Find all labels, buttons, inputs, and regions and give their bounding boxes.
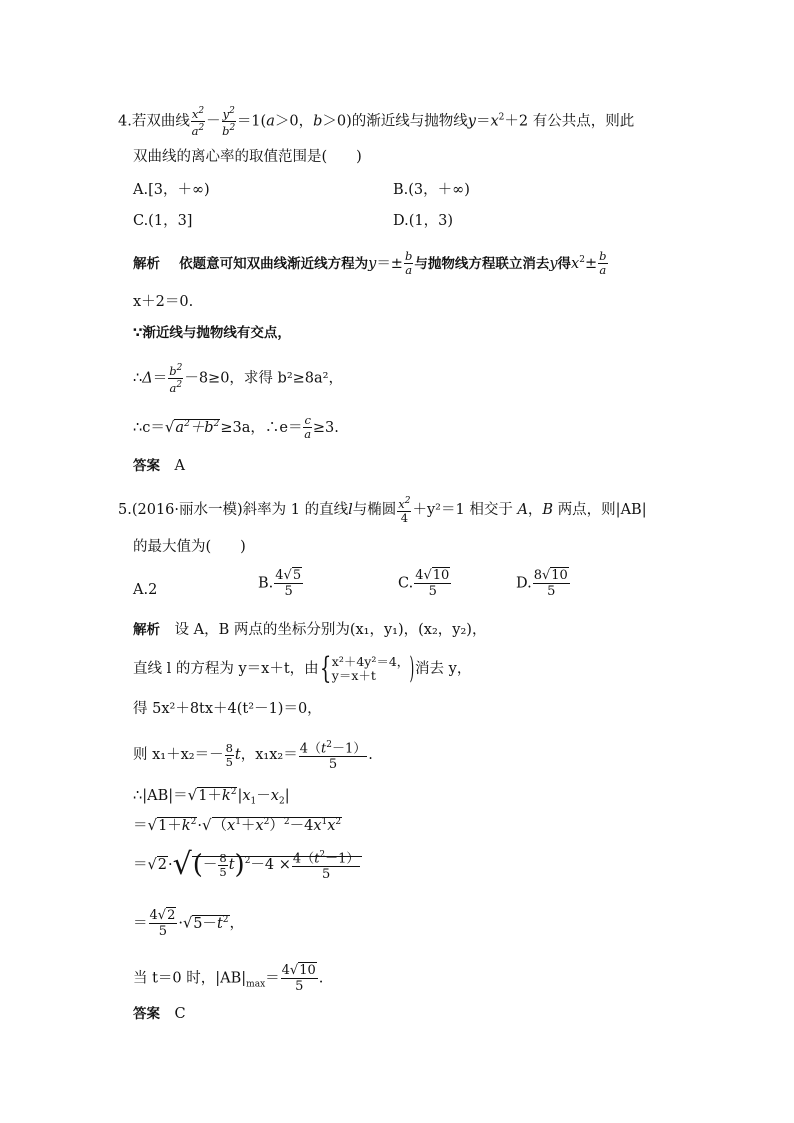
q5-option-a: A.2 <box>133 582 158 598</box>
q4-solution-line1: 解析 依题意可知双曲线渐近线方程为y＝± $\frac{b}{a}$ 与抛物线方程联立消去y得$x^2\pm$ $\frac{b}{a}$ <box>133 249 607 278</box>
frac-c-a: $\frac{c}{a}$ <box>304 413 312 442</box>
q5-answer <box>133 1004 186 1024</box>
q5-solution-label: 解析 <box>133 622 160 638</box>
frac-y2-b2: $\frac{y^2}{b^2}$ <box>222 106 236 138</box>
q4-answer <box>133 456 185 476</box>
q5-option-b: B. $\frac{4√5}{5}$ <box>258 568 302 599</box>
q5-option-c: C. $\frac{4√10}{5}$ <box>398 568 450 599</box>
q5-option-d: D. $\frac{8√10}{5}$ <box>516 568 568 599</box>
q4-solution-label: 解析 <box>133 255 160 272</box>
q4-line1: 4.若双曲线 $\frac{x^2}{a^2}$ － $\frac{y^2}{b^2}$ ＝1(a＞0，b＞0)的渐近线与抛物线$y=x^2+2$ 有公共点，则此 <box>118 106 635 138</box>
q4-solution-line4: ∴Δ＝ $\frac{b^2}{a^2}$ －8≥0，求得 b²≥8a²， <box>133 363 343 395</box>
q5-solution-line1: 解析 设 A，B 两点的坐标分别为(x₁，y₁)，(x₂，y₂)， <box>133 622 487 638</box>
frac-b-a: $\frac{b}{a}$ <box>404 249 413 278</box>
q4-solution-line5: $\therefore c=√a^2+b^2\ge 3a$，∴e＝ $\frac{c}{a}$ ≥3. <box>133 413 339 442</box>
q5-solution-line4: 则 x₁＋x₂＝－ $\frac{8}{5}$ t，x₁x₂＝ $\frac{4(t^2-1)}{5}$ . <box>133 740 373 773</box>
q5-solution-line6: $=√1+k^2\cdot√(x^1+x^2)^2-4x^1x^2$ <box>133 815 342 834</box>
q4-solution-line3: ∵渐近线与抛物线有交点， <box>133 325 291 341</box>
frac-b-a-2: $\frac{b}{a}$ <box>599 249 607 278</box>
frac-x2-4: $\frac{x^2}{4}$ <box>398 496 411 525</box>
q4-option-d: D.(1，3) <box>393 213 453 229</box>
q5-solution-line7: ＝√2·√(－ $\frac{8}{5}$ t)$^2$－4 × $\frac{4(t^2-1)}{5}$ <box>133 848 362 882</box>
q5-answer-label: 答案 <box>133 1006 160 1022</box>
q5-solution-line2: 直线 l 的方程为 y＝x＋t，由{x²＋4y²＝4， y＝x＋t )消去 y， <box>133 651 472 686</box>
frac-x2-a2: $\frac{x^2}{a^2}$ <box>191 106 205 138</box>
q4-answer-label: 答案 <box>133 458 160 474</box>
q4-option-a: A.[3，＋∞) <box>133 182 210 198</box>
q5-answer-value: C <box>174 1006 186 1022</box>
q4-answer-value: A <box>174 458 185 474</box>
q5-solution-line8: ＝ $\frac{4√2}{5}$ $\cdot√5-t^2$， <box>133 908 244 939</box>
q4-option-b: B.(3，＋∞) <box>393 182 470 198</box>
q4-option-c: C.(1，3] <box>133 213 193 229</box>
frac-b2-a2: $\frac{b^2}{a^2}$ <box>169 363 183 395</box>
q5-solution-line9: 当 t＝0 时，$|AB|_{max}=$ $\frac{4√10}{5}$ . <box>133 963 324 994</box>
q4-solution-line2: x＋2＝0. <box>133 294 194 310</box>
q5-line1: 5.(2016·丽水一模)斜率为 1 的直线l与椭圆 $\frac{x^2}{4}$ ＋y²＝1 相交于 A，B 两点，则|AB| <box>118 496 647 525</box>
q5-line2: 的最大值为( ) <box>133 539 246 555</box>
q5-solution-line3: 得 5x²＋8tx＋4(t²－1)＝0， <box>133 701 322 717</box>
q5-solution-line5: $\therefore|AB|=√1+k^2|x_1-x_2|$ <box>133 785 290 807</box>
q4-line2: 双曲线的离心率的取值范围是( ) <box>133 149 362 165</box>
q4-stem-text: 4.若双曲线 <box>118 113 190 130</box>
